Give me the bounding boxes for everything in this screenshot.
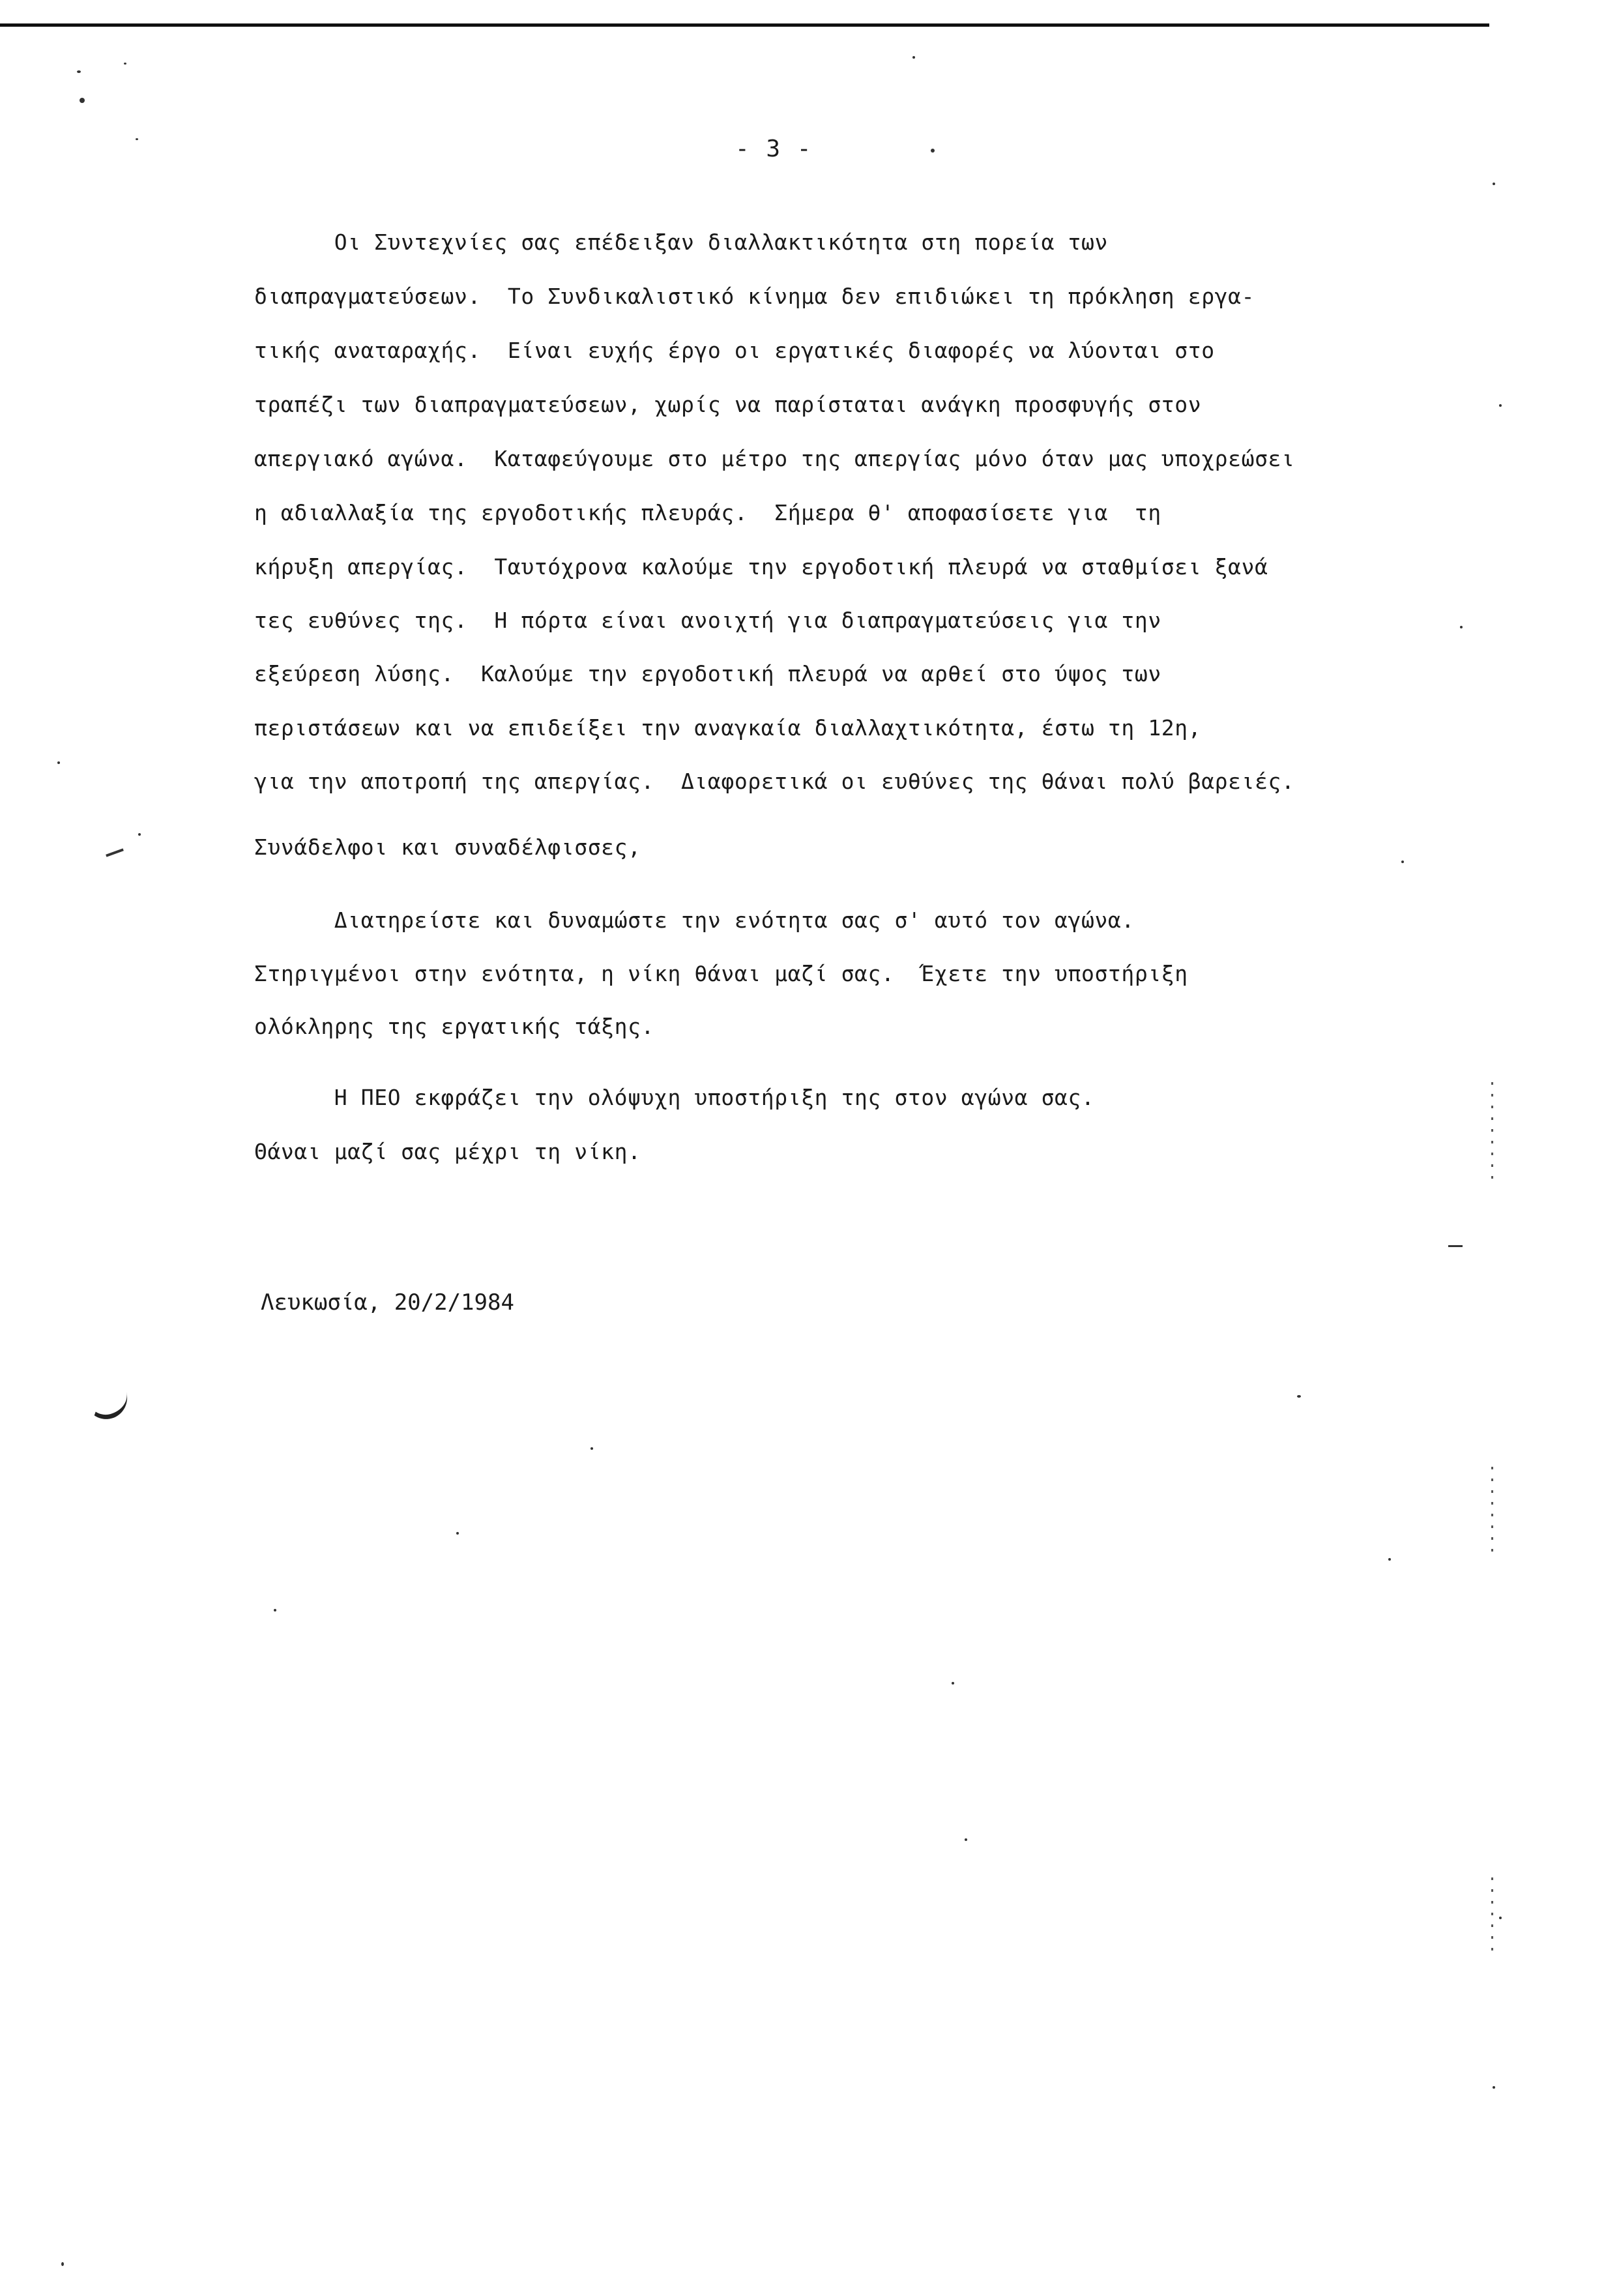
text-line: Η ΠΕΟ εκφράζει την ολόψυχη υποστήριξη της στον αγώνα σας. [254, 1085, 1095, 1110]
text-line: η αδιαλλαξία της εργοδοτικής πλευράς. Σήμερα θ' αποφασίσετε για τη [254, 500, 1161, 525]
text-line: Οι Συντεχνίες σας επέδειξαν διαλλακτικότητα στη πορεία των [254, 229, 1108, 255]
text-line: Διατηρείστε και δυναμώστε την ενότητα σας σ' αυτό τον αγώνα. [254, 907, 1135, 933]
closing-place-date: Λευκωσία, 20/2/1984 [261, 1289, 514, 1316]
text-line: τες ευθύνες της. Η πόρτα είναι ανοιχτή για διαπραγματεύσεις για την [254, 608, 1161, 633]
text-line: για την αποτροπή της απεργίας. Διαφορετικά οι ευθύνες της θάναι πολύ βαρειές. [254, 769, 1295, 794]
text-line: κήρυξη απεργίας. Ταυτόχρονα καλούμε την εργοδοτική πλευρά να σταθμίσει ξανά [254, 554, 1268, 580]
text-line: απεργιακό αγώνα. Καταφεύγουμε στο μέτρο της απεργίας μόνο όταν μας υποχρεώσει [254, 446, 1295, 471]
text-line: περιστάσεων και να επιδείξει την αναγκαία διαλλαχτικότητα, έστω τη 12η, [254, 715, 1202, 741]
text-line: τικής αναταραχής. Είναι ευχής έργο οι εργατικές διαφορές να λύονται στο [254, 338, 1215, 363]
text-line: Θάναι μαζί σας μέχρι τη νίκη. [254, 1139, 641, 1164]
text-line: Συνάδελφοι και συναδέλφισσες, [254, 834, 641, 860]
text-line: τραπέζι των διαπραγματεύσεων, χωρίς να παρίσταται ανάγκη προσφυγής στον [254, 392, 1202, 417]
text-line: εξεύρεση λύσης. Καλούμε την εργοδοτική πλευρά να αρθεί στο ύψος των [254, 661, 1161, 686]
page-number: - 3 - [735, 136, 813, 162]
text-line: ολόκληρης της εργατικής τάξης. [254, 1014, 655, 1039]
scan-smudge [80, 1371, 132, 1424]
text-line: διαπραγματεύσεων. Το Συνδικαλιστικό κίνημα δεν επιδιώκει τη πρόκληση εργα- [254, 284, 1255, 309]
top-rule [0, 23, 1489, 27]
text-line: Στηριγμένοι στην ενότητα, η νίκη θάναι μαζί σας. Έχετε την υποστήριξη [254, 961, 1188, 986]
